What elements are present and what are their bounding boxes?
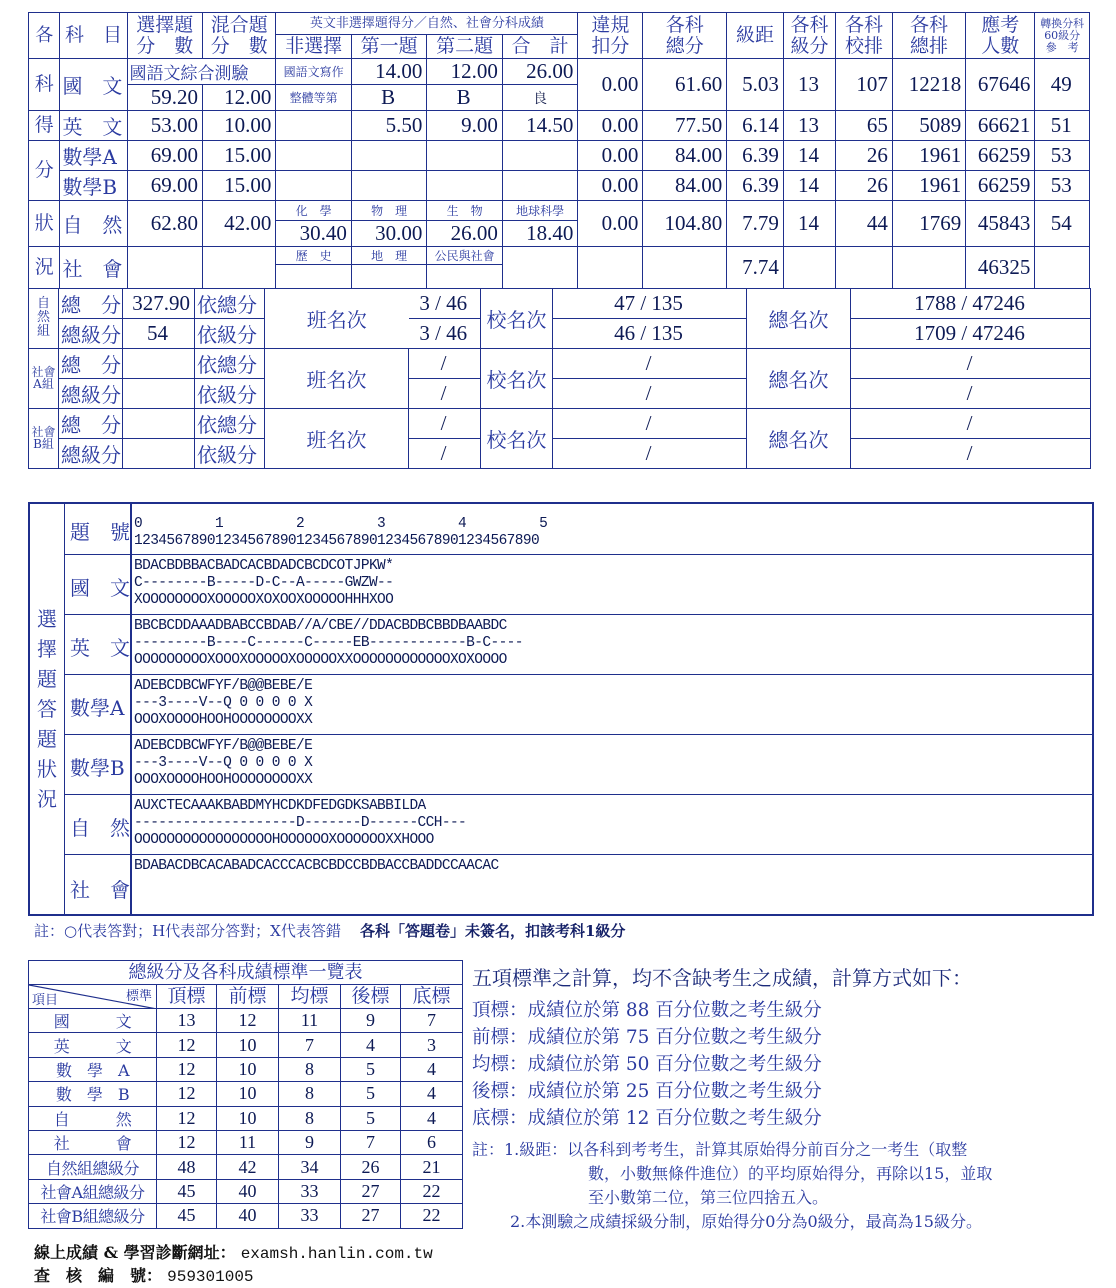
standards-title: 總級分及各科成績標準一覽表 — [29, 961, 463, 985]
standards-value: 7 — [401, 1009, 463, 1033]
standards-value: 5 — [341, 1057, 401, 1081]
socialA-school-rank-label: 校名次 — [481, 348, 553, 408]
answer-row-social — [64, 854, 1092, 914]
socialA-overall-rank-level: / — [851, 378, 1091, 408]
science-deduct: 0.00 — [578, 201, 643, 247]
mathA-overall-rank: 1961 — [892, 141, 965, 171]
group-rank-table — [28, 288, 1091, 469]
english-level: 13 — [783, 111, 835, 141]
standards-corner-standard: 標準 — [125, 989, 152, 1004]
standards-value: 12 — [157, 1106, 217, 1130]
answer-number-label: 題 號 — [70, 520, 130, 544]
english-total: 14.50 — [502, 111, 578, 141]
answer-line-science-2: --------------------D-------D------CCH--- — [134, 815, 467, 831]
answer-row-chinese — [64, 554, 1092, 615]
standards-value: 45 — [157, 1179, 217, 1203]
answer-line-mathA-1: ADEBCDBCWFYF/B@@BEBE/E — [134, 678, 313, 694]
answer-section — [28, 502, 1094, 916]
side-title-5: 狀 — [29, 201, 60, 247]
group-natural-label: 自然組 — [29, 288, 59, 348]
natural-class-rank-label: 班名次 — [265, 288, 409, 348]
standards-row — [29, 1057, 463, 1081]
science-grade-gap: 7.79 — [727, 201, 784, 247]
header-convert: 轉換分科 60級分 參 考 — [1035, 13, 1090, 59]
standards-value: 9 — [341, 1009, 401, 1033]
chinese-writing-label: 國語文寫作 — [276, 59, 351, 85]
answer-side-char-3: 題 — [37, 667, 57, 691]
social-part-history: 歷 史 — [276, 247, 351, 265]
standards-value: 40 — [217, 1204, 279, 1228]
socialB-class-rank-label: 班名次 — [265, 408, 409, 468]
natural-level-label: 總級分 — [59, 318, 123, 348]
standards-value: 9 — [279, 1130, 341, 1154]
answer-line-chinese-2: C--------B-----D-C--A-----GWZW-- — [134, 575, 394, 591]
answer-row-mathA — [64, 674, 1092, 735]
mathA-school-rank: 26 — [836, 141, 893, 171]
header-nonchoice-top: 英文非選擇題得分／自然、社會分科成績 — [276, 13, 578, 35]
id-label: 查 核 編 號： — [34, 1266, 163, 1285]
answer-subject-mathB: 數學B — [70, 756, 125, 780]
standards-value: 21 — [401, 1155, 463, 1179]
science-part-earth: 地球科學 — [502, 201, 578, 221]
standards-row-name: 自 然 — [29, 1106, 157, 1130]
standards-value: 33 — [279, 1179, 341, 1203]
standards-value: 12 — [157, 1130, 217, 1154]
standards-value: 27 — [341, 1179, 401, 1203]
answer-side-char-1: 選 — [37, 607, 57, 631]
chinese-writing-sub: 整體等第 — [276, 85, 351, 111]
answer-line-mathB-2: ---3----V--Q 0 0 0 0 X — [134, 755, 313, 771]
english-deduct: 0.00 — [578, 111, 643, 141]
mathB-overall-rank: 1961 — [892, 171, 965, 201]
header-nonchoice: 非選擇 — [276, 35, 351, 59]
socialA-by-total: 依總分 — [195, 348, 265, 378]
natural-school-rank-level: 46 / 135 — [553, 318, 747, 348]
chinese-q2-grade: B — [427, 85, 502, 111]
socialA-by-level: 依級分 — [195, 378, 265, 408]
answer-side-char-6: 狀 — [37, 757, 57, 781]
standards-row — [29, 1155, 463, 1179]
standards-row — [29, 1106, 463, 1130]
footer — [34, 1242, 1094, 1288]
score-section — [28, 12, 1090, 469]
chinese-total-grade: 良 — [502, 85, 578, 111]
notes-line — [34, 920, 1094, 941]
chinese-overall-rank: 12218 — [892, 59, 965, 111]
standards-value: 11 — [279, 1009, 341, 1033]
col-back: 後標 — [341, 985, 401, 1009]
subject-science: 自 然 — [60, 201, 127, 247]
socialB-school-rank-label: 校名次 — [481, 408, 553, 468]
subject-mathA: 數學A — [60, 141, 127, 171]
english-convert: 51 — [1035, 111, 1090, 141]
answer-side-char-2: 擇 — [37, 637, 57, 661]
website-label: 線上成績 & 學習診斷網址： — [34, 1243, 236, 1262]
chinese-level: 13 — [783, 59, 835, 111]
explanation-item-2: 前標：成績位於第 75 百分位數之考生級分 — [472, 1027, 822, 1048]
science-level: 14 — [783, 201, 835, 247]
header-choice: 選擇題 分 數 — [127, 13, 202, 59]
header-q1: 第一題 — [351, 35, 426, 59]
answer-line-mathA-3: OOOXOOOOHOOHOOOOOOOOXX — [134, 712, 313, 728]
english-choice: 53.00 — [127, 111, 202, 141]
subject-english: 英 文 — [60, 111, 127, 141]
answer-row-english — [64, 614, 1092, 675]
science-score-biology: 26.00 — [427, 221, 502, 247]
english-subject-total: 77.50 — [643, 111, 727, 141]
subject-chinese: 國 文 — [60, 59, 127, 111]
socialA-total-label: 總 分 — [59, 348, 123, 378]
answer-divider — [130, 504, 132, 914]
side-title-6: 況 — [29, 247, 60, 289]
natural-overall-rank-total: 1788 / 47246 — [851, 288, 1091, 318]
socialA-class-rank-level: / — [409, 378, 481, 408]
mathB-grade-gap: 6.39 — [727, 171, 784, 201]
science-subject-total: 104.80 — [643, 201, 727, 247]
explanation-note1-c: 至小數第二位，第三位四捨五入。 — [588, 1188, 829, 1207]
explanation-note1-a: 註：1.級距：以各科到考考生，計算其原始得分前百分之一考生（取整 — [472, 1140, 968, 1159]
side-title-3: 得 — [29, 111, 60, 141]
standards-value: 8 — [279, 1057, 341, 1081]
natural-class-rank-total: 3 / 46 — [409, 288, 481, 318]
answer-side-char-5: 題 — [37, 727, 57, 751]
socialB-class-rank-level: / — [409, 438, 481, 468]
social-part-geography: 地 理 — [351, 247, 426, 265]
mathA-examinees: 66259 — [966, 141, 1035, 171]
science-overall-rank: 1769 — [892, 201, 965, 247]
mathA-mixed: 15.00 — [203, 141, 276, 171]
answer-line-science-3: OOOOOOOOOOOOOOOOOHOOOOOOXOOOOOOXXHOOO — [134, 832, 434, 848]
explanation-item-5: 底標：成績位於第 12 百分位數之考生級分 — [472, 1108, 822, 1129]
header-examinees: 應考 人數 — [966, 13, 1035, 59]
standards-value: 7 — [279, 1033, 341, 1057]
mathB-deduct: 0.00 — [578, 171, 643, 201]
signature-warning: 各科「答題卷」未簽名，扣該考科1級分 — [359, 922, 626, 940]
science-score-earth: 18.40 — [502, 221, 578, 247]
subject-social: 社 會 — [60, 247, 127, 289]
answer-subject-science: 自 然 — [70, 816, 130, 840]
answer-line-english-1: BBCBCDDAAADBABCCBDAB//A/CBE//DDACBDBCBBDBAABDC — [134, 618, 507, 634]
standards-row-name: 自然組總級分 — [29, 1155, 157, 1179]
standards-value: 12 — [157, 1082, 217, 1106]
socialA-school-rank-total: / — [553, 348, 747, 378]
english-examinees: 66621 — [966, 111, 1035, 141]
mathA-choice: 69.00 — [127, 141, 202, 171]
standards-value: 10 — [217, 1057, 279, 1081]
explanation-item-3: 均標：成績位於第 50 百分位數之考生級分 — [472, 1054, 822, 1075]
answer-line-science-1: AUXCTECAAAKBABDMYHCDKDFEDGDKSABBILDA — [134, 798, 426, 814]
mathB-level: 14 — [783, 171, 835, 201]
socialB-overall-rank-level: / — [851, 438, 1091, 468]
answer-line-chinese-3: XOOOOOOOOXOOOOOXOXOOXOOOOOHHHXOO — [134, 592, 394, 608]
mathA-level: 14 — [783, 141, 835, 171]
standards-value: 10 — [217, 1082, 279, 1106]
standards-value: 8 — [279, 1082, 341, 1106]
standards-row-name: 數 學 A — [29, 1057, 157, 1081]
socialA-class-rank-total: / — [409, 348, 481, 378]
mathB-convert: 53 — [1035, 171, 1090, 201]
socialB-by-total: 依總分 — [195, 408, 265, 438]
natural-level: 54 — [123, 318, 195, 348]
mathA-convert: 53 — [1035, 141, 1090, 171]
natural-class-rank-level: 3 / 46 — [409, 318, 481, 348]
col-average: 均標 — [279, 985, 341, 1009]
natural-total-label: 總 分 — [59, 288, 123, 318]
standards-row — [29, 1082, 463, 1106]
header-q2: 第二題 — [427, 35, 502, 59]
explanation-note2: 2.本測驗之成績採級分制，原始得分0分為0級分，最高為15級分。 — [510, 1212, 982, 1231]
standards-rows — [29, 1009, 463, 1229]
answer-subject-social: 社 會 — [70, 878, 130, 902]
standards-value: 13 — [157, 1009, 217, 1033]
science-score-physics: 30.00 — [351, 221, 426, 247]
mathA-deduct: 0.00 — [578, 141, 643, 171]
answer-line-mathB-3: OOOXOOOOHOOHOOOOOOOOXX — [134, 772, 313, 788]
header-subject-total: 各科 總分 — [643, 13, 727, 59]
answer-line-english-2: ---------B----C------C-----EB------------B-C---- — [134, 635, 523, 651]
col-front: 前標 — [217, 985, 279, 1009]
socialB-level-label: 總級分 — [59, 438, 123, 468]
header-grade-gap: 級距 — [727, 13, 784, 59]
chinese-mixed: 12.00 — [203, 85, 276, 111]
side-title-4: 分 — [29, 141, 60, 201]
science-examinees: 45843 — [966, 201, 1035, 247]
natural-school-rank-total: 47 / 135 — [553, 288, 747, 318]
header-overall-rank: 各科 總排 — [892, 13, 965, 59]
standards-row-name: 數 學 B — [29, 1082, 157, 1106]
natural-total: 327.90 — [123, 288, 195, 318]
socialB-school-rank-total: / — [553, 408, 747, 438]
answer-line-mathB-1: ADEBCDBCWFYF/B@@BEBE/E — [134, 738, 313, 754]
science-convert: 54 — [1035, 201, 1090, 247]
socialB-overall-rank-total: / — [851, 408, 1091, 438]
mathB-choice: 69.00 — [127, 171, 202, 201]
standards-value: 8 — [279, 1106, 341, 1130]
standards-row-name: 社會A組總級分 — [29, 1179, 157, 1203]
socialB-by-level: 依級分 — [195, 438, 265, 468]
col-bottom: 底標 — [401, 985, 463, 1009]
socialA-overall-rank-total: / — [851, 348, 1091, 378]
standards-value: 48 — [157, 1155, 217, 1179]
socialB-overall-rank-label: 總名次 — [747, 408, 851, 468]
answer-row-science — [64, 794, 1092, 855]
science-school-rank: 44 — [836, 201, 893, 247]
side-title-2: 科 — [29, 59, 60, 111]
col-top: 頂標 — [157, 985, 217, 1009]
socialA-class-rank-label: 班名次 — [265, 348, 409, 408]
explanation-heading: 五項標準之計算，均不含缺考生之成績，計算方式如下： — [472, 966, 972, 990]
social-grade-gap: 7.74 — [727, 247, 784, 289]
standards-table — [28, 960, 463, 1229]
standards-value: 22 — [401, 1179, 463, 1203]
standards-row — [29, 1204, 463, 1228]
chinese-q1-grade: B — [351, 85, 426, 111]
group-socialB-label: 社會B組 — [29, 408, 59, 468]
mathB-school-rank: 26 — [836, 171, 893, 201]
natural-overall-rank-label: 總名次 — [747, 288, 851, 348]
standards-corner — [29, 985, 157, 1009]
answer-row-mathB — [64, 734, 1092, 795]
chinese-grade-gap: 5.03 — [727, 59, 784, 111]
standards-value: 11 — [217, 1130, 279, 1154]
standards-value: 4 — [401, 1057, 463, 1081]
mathB-subject-total: 84.00 — [643, 171, 727, 201]
header-mixed: 混合題 分 數 — [203, 13, 276, 59]
standards-value: 42 — [217, 1155, 279, 1179]
standards-value: 10 — [217, 1106, 279, 1130]
subject-mathB: 數學B — [60, 171, 127, 201]
socialA-overall-rank-label: 總名次 — [747, 348, 851, 408]
standards-value: 12 — [157, 1033, 217, 1057]
standards-explanation — [472, 962, 1092, 1234]
standards-value: 33 — [279, 1204, 341, 1228]
socialB-class-rank-total: / — [409, 408, 481, 438]
standards-value: 5 — [341, 1106, 401, 1130]
chinese-q1: 14.00 — [351, 59, 426, 85]
standards-row-name: 英 文 — [29, 1033, 157, 1057]
header-school-rank: 各科 校排 — [836, 13, 893, 59]
social-examinees: 46325 — [966, 247, 1035, 289]
science-score-chemistry: 30.40 — [276, 221, 351, 247]
header-subject: 科 目 — [60, 13, 127, 59]
chinese-school-rank: 107 — [836, 59, 893, 111]
answer-side-char-4: 答 — [37, 697, 57, 721]
english-q1: 5.50 — [351, 111, 426, 141]
score-table — [28, 12, 1090, 289]
answer-line-social-1: BDABACDBCACABADCACCCACBCBDCCBDBACCBADDCCAACAC — [134, 858, 499, 874]
chinese-deduct: 0.00 — [578, 59, 643, 111]
answer-side-char-7: 況 — [37, 787, 57, 811]
number-ruler-units: 12345678901234567890123456789012345678901234567890 — [134, 533, 540, 549]
answer-subject-english: 英 文 — [70, 636, 130, 660]
natural-by-level: 依級分 — [195, 318, 265, 348]
group-socialA-label: 社會A組 — [29, 348, 59, 408]
english-nonchoice — [276, 111, 351, 141]
social-part-civics: 公民與社會 — [427, 247, 502, 265]
natural-by-total: 依總分 — [195, 288, 265, 318]
chinese-total: 26.00 — [502, 59, 578, 85]
standards-value: 7 — [341, 1130, 401, 1154]
standards-value: 34 — [279, 1155, 341, 1179]
header-deduct: 違規 扣分 — [578, 13, 643, 59]
standards-row — [29, 1130, 463, 1154]
chinese-examinees: 67646 — [966, 59, 1035, 111]
science-choice: 62.80 — [127, 201, 202, 247]
answer-side-title — [30, 504, 65, 914]
natural-school-rank-label: 校名次 — [481, 288, 553, 348]
standards-value: 4 — [401, 1106, 463, 1130]
standards-row-name: 國 文 — [29, 1009, 157, 1033]
number-ruler-tens: 0 1 2 3 4 5 — [134, 516, 548, 532]
english-overall-rank: 5089 — [892, 111, 965, 141]
standards-value: 4 — [341, 1033, 401, 1057]
socialB-school-rank-level: / — [553, 438, 747, 468]
standards-value: 45 — [157, 1204, 217, 1228]
chinese-choice: 59.20 — [127, 85, 202, 111]
science-part-chemistry: 化 學 — [276, 201, 351, 221]
science-mixed: 42.00 — [203, 201, 276, 247]
standards-corner-item: 項目 — [32, 993, 59, 1008]
chinese-q2: 12.00 — [427, 59, 502, 85]
answer-line-english-3: OOOOOOOOOXOOOXOOOOOXOOOOOXXOOOOOOOOOOOOXOXOOOO — [134, 652, 507, 668]
socialA-level-label: 總級分 — [59, 378, 123, 408]
mathB-mixed: 15.00 — [203, 171, 276, 201]
website-link[interactable]: examsh.hanlin.com.tw — [240, 1245, 433, 1263]
standards-value: 27 — [341, 1204, 401, 1228]
standards-value: 40 — [217, 1179, 279, 1203]
standards-row-name: 社會B組總級分 — [29, 1204, 157, 1228]
english-grade-gap: 6.14 — [727, 111, 784, 141]
explanation-note1-b: 數，小數無條件進位）的平均原始得分，再除以15，並取 — [588, 1164, 993, 1183]
standards-value: 12 — [217, 1009, 279, 1033]
socialB-total-label: 總 分 — [59, 408, 123, 438]
answer-line-mathA-2: ---3----V--Q 0 0 0 0 X — [134, 695, 313, 711]
science-part-biology: 生 物 — [427, 201, 502, 221]
side-title-top: 各 — [29, 13, 60, 59]
science-part-physics: 物 理 — [351, 201, 426, 221]
id-value: 959301005 — [167, 1268, 254, 1286]
english-school-rank: 65 — [836, 111, 893, 141]
standards-value: 22 — [401, 1204, 463, 1228]
standards-row — [29, 1009, 463, 1033]
standards-row — [29, 1179, 463, 1203]
mathB-examinees: 66259 — [966, 171, 1035, 201]
standards-value: 12 — [157, 1057, 217, 1081]
answer-subject-chinese: 國 文 — [70, 576, 130, 600]
chinese-convert: 49 — [1035, 59, 1090, 111]
english-mixed: 10.00 — [203, 111, 276, 141]
mathA-subject-total: 84.00 — [643, 141, 727, 171]
chinese-subject-total: 61.60 — [643, 59, 727, 111]
standards-value: 10 — [217, 1033, 279, 1057]
explanation-item-1: 頂標：成績位於第 88 百分位數之考生級分 — [472, 1000, 822, 1021]
chinese-composite-label: 國語文綜合測驗 — [127, 59, 276, 85]
socialA-school-rank-level: / — [553, 378, 747, 408]
answer-subject-mathA: 數學A — [70, 696, 125, 720]
answer-number-row — [64, 504, 1092, 555]
standards-value: 6 — [401, 1130, 463, 1154]
english-q2: 9.00 — [427, 111, 502, 141]
standards-section — [28, 960, 462, 1229]
standards-row — [29, 1033, 463, 1057]
standards-row-name: 社 會 — [29, 1130, 157, 1154]
standards-value: 26 — [341, 1155, 401, 1179]
natural-overall-rank-level: 1709 / 47246 — [851, 318, 1091, 348]
standards-value: 5 — [341, 1082, 401, 1106]
standards-value: 3 — [401, 1033, 463, 1057]
mathA-grade-gap: 6.39 — [727, 141, 784, 171]
legend-note: 註：○代表答對；H代表部分答對；X代表答錯 — [34, 922, 341, 940]
answer-line-chinese-1: BDACBDBBACBADCACBDADCBCDCOTJPKW* — [134, 558, 394, 574]
header-level: 各科 級分 — [783, 13, 835, 59]
standards-value: 4 — [401, 1082, 463, 1106]
header-total: 合 計 — [502, 35, 578, 59]
explanation-item-4: 後標：成績位於第 25 百分位數之考生級分 — [472, 1081, 822, 1102]
